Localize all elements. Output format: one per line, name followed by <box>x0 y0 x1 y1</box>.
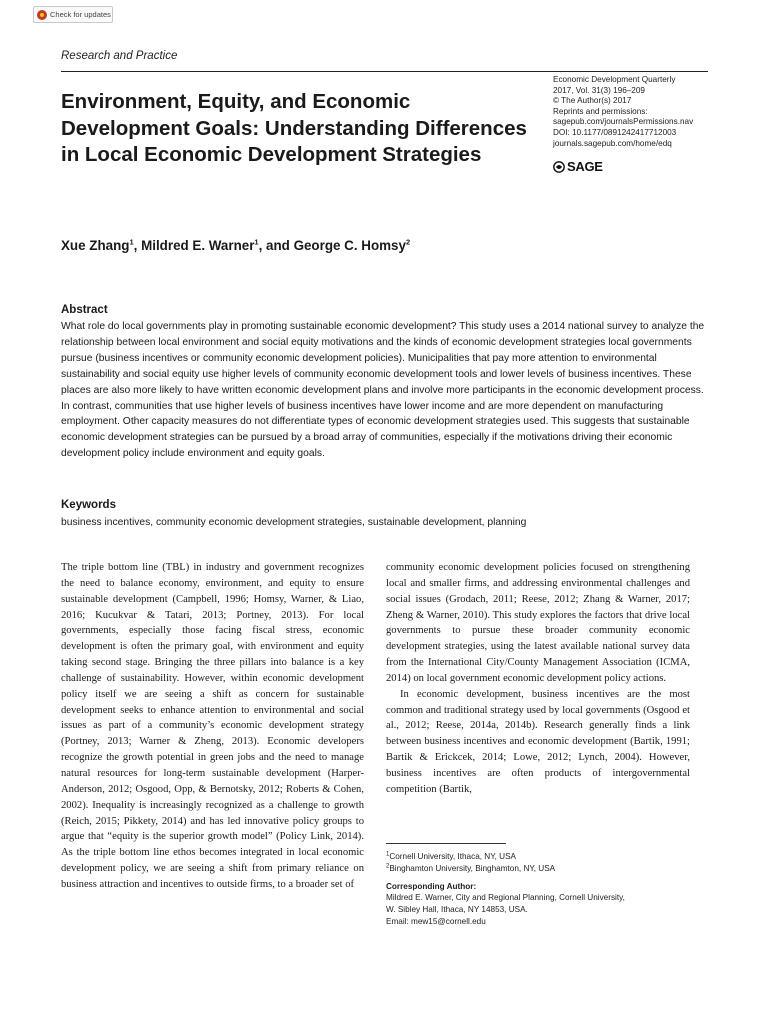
check-for-updates-label: Check for updates <box>50 10 111 19</box>
body-column-right <box>386 560 690 798</box>
header-divider <box>61 71 708 72</box>
doi-link[interactable]: DOI: 10.1177/0891242417712003 <box>553 127 677 137</box>
abstract-text: What role do local governments play in promoting sustainable economic development? This study uses a 2014 national survey to analyze the relationship between local environment and social equity motivations and the kinds of economic development strategies local governments pursue (business incentives or community economic development policies). Municipalities that pay more attention to environmental sustainability and social equity use higher levels of community economic development tools and lower levels of business incentives. These places are also more likely to have written economic development plans and involve more participants in the economic development process. In contrast, communities that use higher levels of business incentives have lower income and are more dependent on manufacturing employment. Other capacity measures do not differentiate types of economic development strategies used. This suggests that sustainable economic development strategies can be pursued by a broad array of communities, especially if the motivations driving their economic development policy include environment and equity goals. <box>61 321 705 460</box>
sage-logo <box>553 159 603 174</box>
check-for-updates-button[interactable] <box>33 6 113 23</box>
author-separator: , and <box>258 238 294 253</box>
author-affiliation-mark: 1 <box>254 237 259 247</box>
affiliation-footnote: $^2$Binghamton University, Binghamton, NY, USA <box>386 863 556 873</box>
author-affiliation-mark: 2 <box>405 237 411 247</box>
author-separator: , <box>133 238 142 253</box>
author-name: Mildred E. Warner <box>141 238 255 253</box>
journal-home-link[interactable]: journals.sagepub.com/home/edq <box>553 138 672 148</box>
footnote-divider <box>386 843 506 844</box>
copyright-line: © The Author(s) 2017 <box>553 96 632 106</box>
author-name: Xue Zhang <box>61 238 130 253</box>
abstract-heading: Abstract <box>61 304 108 316</box>
sage-wordmark: SAGE <box>567 159 603 174</box>
article-title: Environment, Equity, and Economic Development Goals: Understanding Differences in Local Economic Development Strategies <box>61 90 527 166</box>
permissions-link[interactable]: sagepub.com/journalsPermissions.nav <box>553 117 694 127</box>
corresponding-author-line: Mildred E. Warner, City and Regional Planning, Cornell University, <box>386 893 625 903</box>
reprints-label: Reprints and permissions: <box>553 106 648 116</box>
body-paragraph: The triple bottom line (TBL) in industry and government recognizes the need to balance economy, environment, and equity to ensure sustainable development (Campbell, 1996; Homsy, Warner, & Liao, 2016; Kucukvar & Tatari, 2013; Portney, 2013). For local governments, especially those facing fiscal stress, economic development is often the primary goal, with environment and equity taking second stage. Bringing the three pillars into balance is a key challenge of sustainability. However, within economic development policy itself we are seeing a shift as concern for sustainable development seeks to enhance attention to environmental and social issues as part of a community’s economic development strategy (Portney, 2013; Warner & Zheng, 2013). Economic developers recognize the growth potential in green jobs and the need to manage natural resources for long-term sustainable development (Harper-Anderson, 2012; Osgood, Opp, & Bernotsky, 2012; Roberts & Cohen, 2002). Inequality is increasingly recognized as a challenge to growth (Reich, 2015; Pikkety, 2014) and has led innovative policy groups to argue that “equity is the superior growth model” (Policy Link, 2014). As the triple bottom line ethos becomes integrated in local economic development policy, we are seeing a shift from primary reliance on business attraction and incentives to outside firms, to a broader set of <box>61 562 364 890</box>
body-column-left <box>61 560 364 893</box>
author-affiliation-mark: 1 <box>129 237 134 247</box>
corresponding-author-heading: Corresponding Author: <box>386 881 477 891</box>
keywords-heading: Keywords <box>61 499 116 511</box>
journal-volume: 2017, Vol. 31(3) 196–209 <box>553 85 645 95</box>
journal-name: Economic Development Quarterly <box>553 75 676 84</box>
body-paragraph: community economic development policies focused on strengthening local and smaller firms, and addressing environmental challenges and social issues (Grodach, 2011; Reese, 2012; Zhang & Warner, 2017; Zheng & Warner, 2010). This study explores the factors that drive local governments to pursue these broader community economic development strategies, using the latest available national survey data from the International City/County Management Association (ICMA, 2014) on local government economic development policy actions. <box>386 562 690 684</box>
author-list <box>61 238 410 253</box>
keywords-text: business incentives, community economic development strategies, sustainable development, planning <box>61 517 527 528</box>
affiliation-footnote: $^1$Cornell University, Ithaca, NY, USA <box>386 851 516 861</box>
sage-emblem-icon <box>553 161 565 173</box>
section-label: Research and Practice <box>61 50 178 62</box>
corresponding-author-email[interactable]: Email: mew15@cornell.edu <box>386 916 486 926</box>
journal-info <box>553 75 718 149</box>
author-name: George C. Homsy <box>293 238 406 253</box>
corresponding-author-line: W. Sibley Hall, Ithaca, NY 14853, USA. <box>386 905 528 915</box>
footnotes <box>386 851 706 928</box>
crossmark-icon <box>37 10 47 20</box>
body-paragraph: In economic development, business incentives are the most common and traditional strategy used by local governments (Osgood et al., 2012; Reese, 2014a, 2014b). Research generally finds a link between business incentives and economic development (Bartik, 1991; Bartik & Erickcek, 2014; Lowe, 2012; Lynch, 2004). However, business incentives are often products of intergovernmental competition (Bartik, <box>386 688 690 795</box>
